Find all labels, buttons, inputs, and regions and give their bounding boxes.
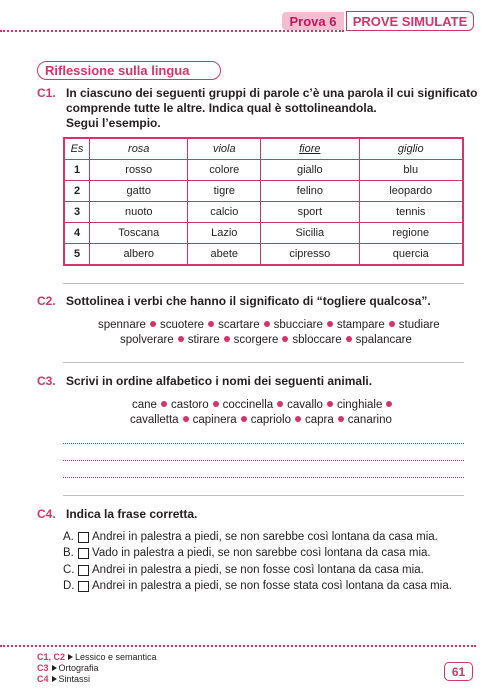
option-letter: B. — [63, 547, 74, 559]
verb-word[interactable]: stirare — [187, 334, 220, 346]
animal-word: cane — [132, 399, 157, 411]
bullet-dot — [213, 401, 219, 407]
arrow-right-icon — [52, 676, 57, 682]
page-number: 61 — [444, 662, 473, 681]
bullet-dot — [264, 321, 270, 327]
word-cell[interactable]: colore — [188, 160, 261, 181]
word-cell[interactable]: cipresso — [261, 244, 359, 266]
animal-word: cavallo — [287, 399, 323, 411]
question-c2-label: C2. — [37, 294, 56, 308]
option-text: Vado in palestra a piedi, se non sarebbe così lontana da casa mia. — [92, 547, 431, 559]
question-c3-label: C3. — [37, 374, 56, 388]
bullet-dot — [277, 401, 283, 407]
bullet-dot — [327, 321, 333, 327]
bullet-dot — [338, 416, 344, 422]
verb-word[interactable]: stampare — [336, 319, 385, 331]
table-row — [64, 202, 463, 223]
word-cell[interactable]: Sicilia — [261, 223, 359, 244]
bullet-dot — [346, 336, 352, 342]
verb-word[interactable]: spennare — [98, 319, 146, 331]
option-checkbox[interactable] — [78, 532, 89, 543]
table-cell: viola — [188, 138, 261, 160]
word-cell[interactable]: sport — [261, 202, 359, 223]
word-cell[interactable]: felino — [261, 181, 359, 202]
header-title: PROVE SIMULATE — [346, 11, 474, 31]
bullet-dot — [208, 321, 214, 327]
word-cell[interactable]: giallo — [261, 160, 359, 181]
word-cell[interactable]: rosso — [90, 160, 188, 181]
option-d — [63, 580, 452, 592]
option-letter: D. — [63, 580, 75, 592]
bullet-dot — [389, 321, 395, 327]
animal-list-line-1 — [132, 399, 396, 411]
animal-word: cavalletta — [130, 414, 179, 426]
word-cell[interactable]: abete — [188, 244, 261, 266]
option-text: Andrei in palestra a piedi, se non sarebbe così lontana da casa mia. — [92, 531, 438, 543]
verb-word[interactable]: sbucciare — [273, 319, 323, 331]
answer-line[interactable] — [63, 460, 464, 461]
word-cell[interactable]: tennis — [359, 202, 463, 223]
bullet-dot — [386, 401, 392, 407]
bullet-dot — [178, 336, 184, 342]
question-c4-text: Indica la frase corretta. — [66, 507, 198, 521]
animal-word: cinghiale — [336, 399, 383, 411]
word-cell[interactable]: calcio — [188, 202, 261, 223]
separator — [63, 362, 464, 363]
verb-list-line-2 — [120, 334, 412, 346]
animal-word: capinera — [192, 414, 237, 426]
section-title-pill — [37, 61, 221, 80]
bullet-dot — [161, 401, 167, 407]
footer-note: C4 Sintassi — [37, 674, 91, 684]
verb-list-line-1 — [98, 319, 440, 331]
word-groups-table — [63, 137, 464, 266]
arrow-right-icon — [68, 654, 73, 660]
separator — [63, 283, 464, 284]
animal-word: canarino — [347, 414, 392, 426]
option-letter: A. — [63, 531, 74, 543]
footer-note: C3 Ortografia — [37, 663, 99, 673]
word-cell[interactable]: regione — [359, 223, 463, 244]
bullet-dot — [241, 416, 247, 422]
verb-word[interactable]: scuotere — [159, 319, 205, 331]
row-number: 1 — [64, 160, 90, 181]
animal-word: castoro — [170, 399, 209, 411]
table-row — [64, 223, 463, 244]
bullet-dot — [224, 336, 230, 342]
table-cell: rosa — [90, 138, 188, 160]
table-cell: giglio — [359, 138, 463, 160]
option-text: Andrei in palestra a piedi, se non fosse stata così lontana da casa mia. — [92, 580, 452, 592]
bullet-dot — [295, 416, 301, 422]
option-b — [63, 547, 431, 559]
answer-line[interactable] — [63, 477, 464, 478]
bullet-dot — [327, 401, 333, 407]
question-c1-text: In ciascuno dei seguenti gruppi di parole c’è una parola il cui significato comprende tutte le altre. Indica qual è sottolineandola. Segui l’esempio. — [66, 86, 478, 130]
word-cell[interactable]: leopardo — [359, 181, 463, 202]
word-cell[interactable]: Lazio — [188, 223, 261, 244]
question-c2-text: Sottolinea i verbi che hanno il significato di “togliere qualcosa”. — [66, 294, 431, 308]
option-letter: C. — [63, 564, 75, 576]
verb-word[interactable]: studiare — [398, 319, 440, 331]
animal-list-line-2 — [130, 414, 392, 426]
question-c4-label: C4. — [37, 507, 56, 521]
row-number: 5 — [64, 244, 90, 266]
section-title: Riflessione sulla lingua — [45, 63, 190, 78]
option-checkbox[interactable] — [78, 581, 89, 592]
word-cell[interactable]: gatto — [90, 181, 188, 202]
animal-word: capriolo — [250, 414, 291, 426]
word-cell[interactable]: blu — [359, 160, 463, 181]
answer-line[interactable] — [63, 443, 464, 444]
footer-note: C1, C2 Lessico e semantica — [37, 652, 157, 662]
question-c3-text: Scrivi in ordine alfabetico i nomi dei seguenti animali. — [66, 374, 373, 388]
option-checkbox[interactable] — [78, 548, 89, 559]
option-text: Andrei in palestra a piedi, se non fosse così lontana da casa mia. — [92, 564, 424, 576]
animal-word: coccinella — [222, 399, 274, 411]
word-cell[interactable]: albero — [90, 244, 188, 266]
row-number: 4 — [64, 223, 90, 244]
table-cell-example-answer: fiore — [261, 138, 359, 160]
verb-word[interactable]: scorgere — [233, 334, 279, 346]
verb-word[interactable]: sbloccare — [292, 334, 342, 346]
row-number: 3 — [64, 202, 90, 223]
word-cell[interactable]: Toscana — [90, 223, 188, 244]
option-checkbox[interactable] — [78, 565, 89, 576]
question-c1-label: C1. — [37, 86, 56, 100]
table-row — [64, 244, 463, 266]
word-cell[interactable]: tigre — [188, 181, 261, 202]
table-header-row — [64, 138, 463, 160]
bullet-dot — [183, 416, 189, 422]
table-row — [64, 160, 463, 181]
verb-word[interactable]: scartare — [218, 319, 260, 331]
example-label: Es — [64, 138, 90, 160]
option-a — [63, 531, 438, 543]
option-c — [63, 564, 424, 576]
bullet-dot — [150, 321, 156, 327]
word-cell[interactable]: quercia — [359, 244, 463, 266]
animal-word: capra — [305, 414, 334, 426]
word-cell[interactable]: nuoto — [90, 202, 188, 223]
bullet-dot — [282, 336, 288, 342]
test-number-tab: Prova 6 — [282, 12, 344, 30]
table-row — [64, 181, 463, 202]
separator — [63, 495, 464, 496]
verb-word[interactable]: spolverare — [120, 334, 174, 346]
footer-dotted-rule — [0, 645, 476, 647]
header-dotted-rule — [0, 30, 344, 32]
verb-word[interactable]: spalancare — [355, 334, 412, 346]
arrow-right-icon — [52, 665, 57, 671]
row-number: 2 — [64, 181, 90, 202]
